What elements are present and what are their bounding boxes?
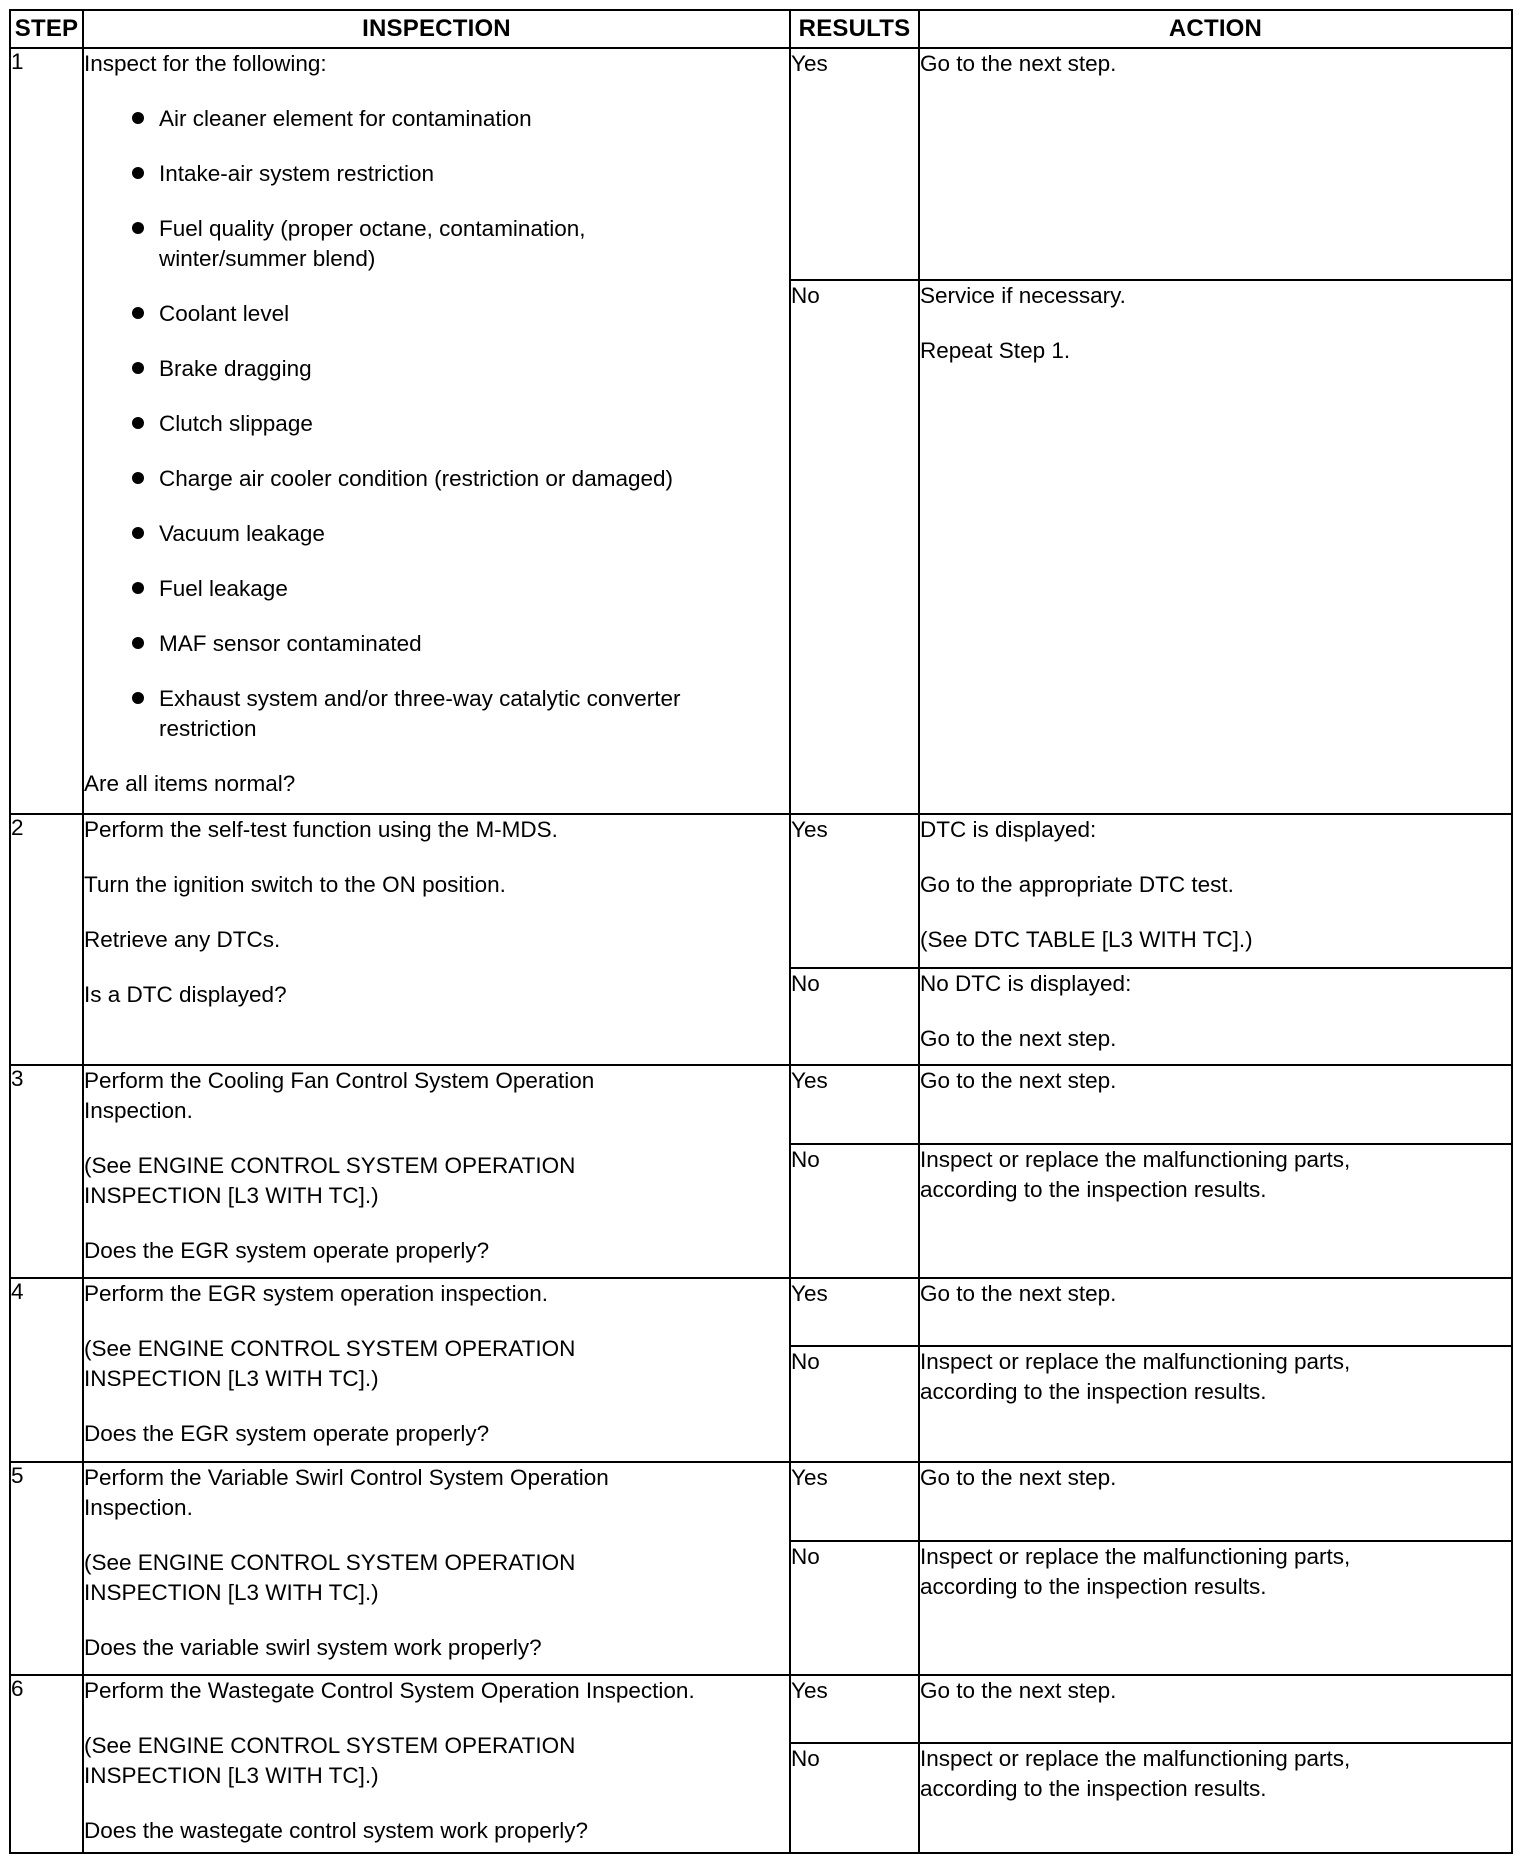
action-text: Go to the appropriate DTC test.	[920, 872, 1234, 897]
checklist-item-text: Vacuum leakage	[159, 521, 325, 546]
action-text: (See DTC TABLE [L3 WITH TC].)	[920, 927, 1253, 952]
checklist-item-text: Intake-air system restriction	[159, 161, 435, 186]
step-4-yes-row	[10, 1278, 1512, 1346]
checklist-item	[126, 629, 789, 659]
step-6-yes-row	[10, 1675, 1512, 1743]
action-text: Go to the next step.	[920, 1465, 1117, 1490]
action-text: Inspect or replace the malfunctioning parts, according to the inspection results.	[920, 1349, 1351, 1404]
checklist-item	[126, 574, 789, 604]
checklist-item-text: Clutch slippage	[159, 411, 313, 436]
action-no	[919, 1743, 1512, 1853]
inspection-text: Perform the Cooling Fan Control System Operation Inspection.	[84, 1068, 595, 1123]
step-6-inspection	[83, 1675, 790, 1853]
step-1-yes-row	[10, 48, 1512, 280]
bullet-dot-icon	[132, 637, 144, 649]
result-yes: Yes	[790, 1278, 919, 1346]
action-text: Go to the next step.	[920, 1678, 1117, 1703]
result-no: No	[790, 1144, 919, 1278]
checklist-item-text: Charge air cooler condition (restriction or damaged)	[159, 466, 673, 491]
checklist-item	[126, 409, 789, 439]
result-no: No	[790, 280, 919, 814]
step-3-yes-row	[10, 1065, 1512, 1144]
step-number: 6	[10, 1675, 83, 1853]
header-action: ACTION	[919, 10, 1512, 48]
bullet-dot-icon	[132, 417, 144, 429]
checklist-item-text: Brake dragging	[159, 356, 312, 381]
inspection-question: Does the variable swirl system work properly?	[84, 1635, 542, 1660]
action-yes	[919, 814, 1512, 968]
step-number: 1	[10, 48, 83, 814]
header-row	[10, 10, 1512, 48]
action-yes	[919, 48, 1512, 280]
action-yes	[919, 1065, 1512, 1144]
inspection-text: (See ENGINE CONTROL SYSTEM OPERATION INSPECTION [L3 WITH TC].)	[84, 1550, 576, 1605]
action-text: DTC is displayed:	[920, 817, 1097, 842]
checklist-item	[126, 299, 789, 329]
result-yes: Yes	[790, 1675, 919, 1743]
step-1-question: Are all items normal?	[84, 771, 296, 796]
action-yes	[919, 1278, 1512, 1346]
bullet-dot-icon	[132, 167, 144, 179]
bullet-dot-icon	[132, 222, 144, 234]
result-no: No	[790, 968, 919, 1065]
checklist-item	[126, 684, 739, 744]
checklist-item	[126, 159, 789, 189]
step-number: 3	[10, 1065, 83, 1278]
action-no	[919, 1541, 1512, 1675]
diagnostic-table	[9, 9, 1513, 1854]
checklist-item-text: Air cleaner element for contamination	[159, 106, 532, 131]
step-1-intro: Inspect for the following:	[84, 51, 327, 76]
step-4-inspection	[83, 1278, 790, 1462]
result-no: No	[790, 1541, 919, 1675]
action-text: Inspect or replace the malfunctioning parts, according to the inspection results.	[920, 1147, 1351, 1202]
inspection-question: Does the EGR system operate properly?	[84, 1238, 490, 1263]
checklist-item	[126, 519, 789, 549]
inspection-question: Is a DTC displayed?	[84, 982, 287, 1007]
result-yes: Yes	[790, 48, 919, 280]
inspection-question: Does the wastegate control system work properly?	[84, 1818, 588, 1843]
result-yes: Yes	[790, 814, 919, 968]
action-no	[919, 968, 1512, 1065]
action-text: Go to the next step.	[920, 51, 1117, 76]
result-yes: Yes	[790, 1462, 919, 1541]
step-number: 5	[10, 1462, 83, 1675]
checklist-item	[126, 214, 669, 274]
checklist-item-text: Coolant level	[159, 301, 290, 326]
checklist-item	[126, 104, 789, 134]
inspection-text: Perform the EGR system operation inspection.	[84, 1281, 548, 1306]
action-no	[919, 1144, 1512, 1278]
action-yes	[919, 1462, 1512, 1541]
action-text: Repeat Step 1.	[920, 338, 1071, 363]
result-no: No	[790, 1743, 919, 1853]
result-yes: Yes	[790, 1065, 919, 1144]
inspection-text: Turn the ignition switch to the ON position.	[84, 872, 506, 897]
inspection-text: Perform the Wastegate Control System Operation Inspection.	[84, 1678, 695, 1703]
action-text: Inspect or replace the malfunctioning parts, according to the inspection results.	[920, 1544, 1351, 1599]
step-2-inspection	[83, 814, 790, 1065]
action-text: Go to the next step.	[920, 1068, 1117, 1093]
inspection-text: (See ENGINE CONTROL SYSTEM OPERATION INSPECTION [L3 WITH TC].)	[84, 1336, 576, 1391]
bullet-dot-icon	[132, 692, 144, 704]
action-yes	[919, 1675, 1512, 1743]
step-number: 4	[10, 1278, 83, 1462]
inspection-text: Retrieve any DTCs.	[84, 927, 281, 952]
bullet-dot-icon	[132, 527, 144, 539]
step-1-inspection	[83, 48, 790, 814]
checklist-item-text: Exhaust system and/or three-way catalytic converter restriction	[159, 686, 681, 741]
inspection-text: (See ENGINE CONTROL SYSTEM OPERATION INSPECTION [L3 WITH TC].)	[84, 1153, 576, 1208]
checklist-item-text: Fuel quality (proper octane, contamination, winter/summer blend)	[159, 216, 586, 271]
step-1-checklist	[84, 104, 789, 744]
step-number: 2	[10, 814, 83, 1065]
header-results: RESULTS	[790, 10, 919, 48]
bullet-dot-icon	[132, 112, 144, 124]
checklist-item-text: MAF sensor contaminated	[159, 631, 422, 656]
checklist-item	[126, 354, 789, 384]
action-text: Go to the next step.	[920, 1026, 1117, 1051]
step-2-yes-row	[10, 814, 1512, 968]
result-no: No	[790, 1346, 919, 1462]
action-text: Inspect or replace the malfunctioning parts, according to the inspection results.	[920, 1746, 1351, 1801]
action-text: No DTC is displayed:	[920, 971, 1132, 996]
bullet-dot-icon	[132, 582, 144, 594]
step-5-yes-row	[10, 1462, 1512, 1541]
inspection-text: (See ENGINE CONTROL SYSTEM OPERATION INSPECTION [L3 WITH TC].)	[84, 1733, 576, 1788]
checklist-item-text: Fuel leakage	[159, 576, 288, 601]
header-inspection: INSPECTION	[83, 10, 790, 48]
bullet-dot-icon	[132, 362, 144, 374]
inspection-question: Does the EGR system operate properly?	[84, 1421, 490, 1446]
header-step: STEP	[10, 10, 83, 48]
bullet-dot-icon	[132, 472, 144, 484]
inspection-text: Perform the Variable Swirl Control System Operation Inspection.	[84, 1465, 609, 1520]
action-no	[919, 1346, 1512, 1462]
inspection-text: Perform the self-test function using the M-MDS.	[84, 817, 558, 842]
diagnostic-procedure-sheet	[9, 9, 1511, 1849]
action-no	[919, 280, 1512, 814]
step-3-inspection	[83, 1065, 790, 1278]
bullet-dot-icon	[132, 307, 144, 319]
step-5-inspection	[83, 1462, 790, 1675]
action-text: Service if necessary.	[920, 283, 1126, 308]
action-text: Go to the next step.	[920, 1281, 1117, 1306]
checklist-item	[126, 464, 789, 494]
